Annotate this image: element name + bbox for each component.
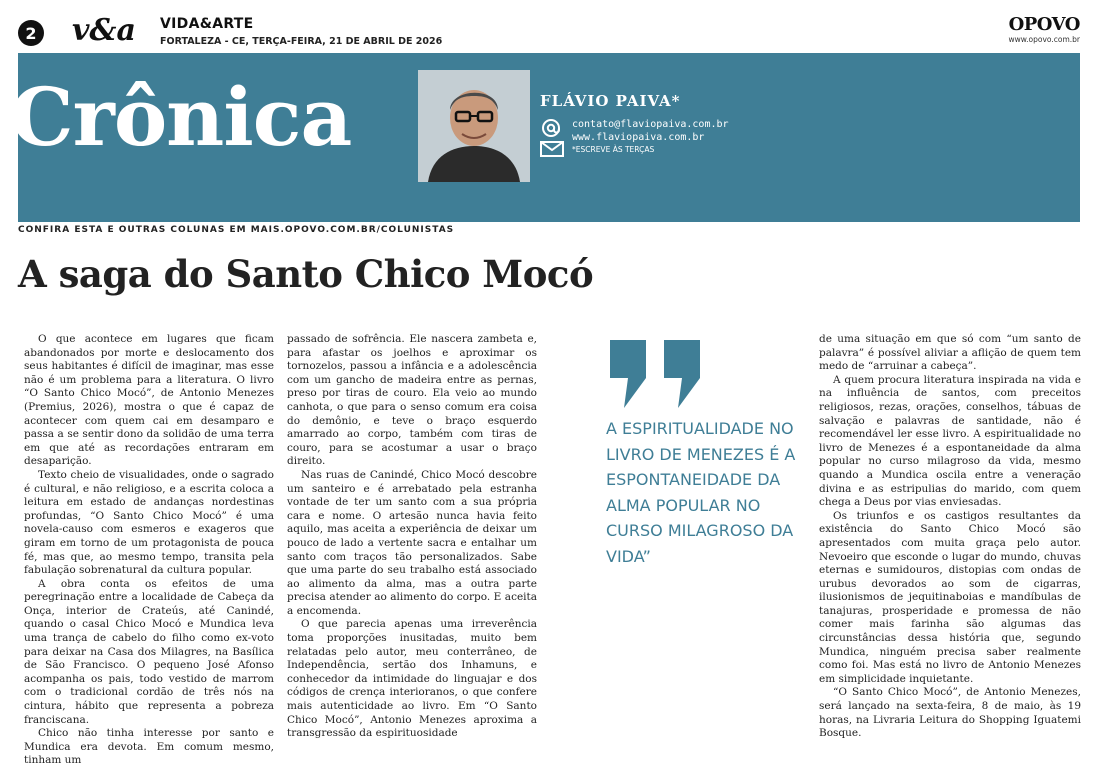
contact-info [572, 118, 729, 155]
article-column-1 [24, 333, 274, 767]
author-name: FLÁVIO PAIVA* [540, 92, 681, 110]
quotation-mark-icon [606, 338, 706, 414]
brand-name: OPOVO [1008, 14, 1080, 35]
paragraph: passado de sofrência. Ele nascera zambeta e, para afastar os joelhos e aproximar os tornozelos, passou a infância e a adolescência com um gancho de madeira entre as pernas, preso por tiras de couro. Ela veio ao mundo canhota, o que para o senso comum era coisa do demônio, e teve o braço esquerdo amarrado ao corpo, também com tiras de couro, para se acostumar a usar o braço direito. [287, 333, 537, 468]
article-column-3 [819, 333, 1081, 745]
dateline: FORTALEZA - CE, TERÇA-FEIRA, 21 DE ABRIL DE 2026 [160, 36, 443, 47]
publication-schedule-note: *ESCREVE ÀS TERÇAS [572, 145, 655, 154]
columnists-link-text: CONFIRA ESTA E OUTRAS COLUNAS EM MAIS.OPOVO.COM.BR/COLUNISTAS [18, 225, 455, 235]
at-sign-icon [540, 118, 566, 158]
paragraph: “O Santo Chico Mocó”, de Antonio Menezes, será lançado na sexta-feira, 8 de maio, às 19 horas, na Livraria Leitura do Shopping Iguatemi Bosque. [819, 686, 1081, 740]
paragraph: O que parecia apenas uma irreverência toma proporções inusitadas, muito bem relatadas pelo autor, meu conterrâneo, de Independência, sertão dos Inhamuns, e conhecedor da intimidade do linguajar e dos códigos de crença interioranos, o que confere mais autenticidade ao livro. Em “O Santo Chico Mocó”, Antonio Menezes aproxima a transgressão da espirituosidade [287, 618, 537, 740]
article-column-2 [287, 333, 537, 745]
author-website[interactable]: www.flaviopaiva.com.br [572, 132, 705, 143]
paragraph: Texto cheio de visualidades, onde o sagrado é cultural, e não religioso, e a escrita coloca a leitura em estado de andanças nordestinas profundas, “O Santo Chico Mocó” é uma novela-causo com esmeros e exageros que giram em torno de um protagonista de pouca fé, mas que, ao mesmo tempo, transita pela fabulação sobrenatural da cultura popular. [24, 468, 274, 577]
contact-icons [540, 118, 566, 158]
paragraph: A obra conta os efeitos de uma peregrinação entre a localidade de Cabeça da Onça, interior de Crateús, até Canindé, quando o casal Chico Mocó e Mundica leva uma trança de cabelo do filho como ex-voto para deixar na Casa dos Milagres, na Basílica de São Francisco. O pequeno José Afonso acompanha os pais, todo vestido de marrom com o tradicional cordão de três nós na cintura, hábito que representa a pobreza franciscana. [24, 577, 274, 726]
masthead [0, 0, 1106, 52]
section-name: VIDA&ARTE [160, 16, 254, 32]
article-headline: A saga do Santo Chico Mocó [18, 252, 594, 296]
column-title: Crônica [10, 70, 352, 164]
paragraph: O que acontece em lugares que ficam abandonados por morte e deslocamento dos seus habitantes é difícil de imaginar, mas esse não é um problema para a literatura. O livro “O Santo Chico Mocó”, de Antonio Menezes (Premius, 2026), mostra o que é capaz de acontecer com quem cai em desamparo e passa a se sentir dono da solidão de uma terra em que até as recordações entraram em desaparição. [24, 333, 274, 468]
paragraph: Os triunfos e os castigos resultantes da existência do Santo Chico Mocó são apresentados com muita graça pelo autor. Nevoeiro que esconde o lugar do mundo, chuvas eternas e sumidouros, distopias com ondas de urubus devorados ao som de cigarras, ilusionismos de jequitinaboias e mandíbulas de tanajuras, prosperidade e promessa de não comer mais farinha são algumas das circunstâncias dessa história que, segundo Mundica, ninguém precisa saber realmente como foi. Mas está no livro de Antonio Menezes em simplicidade inquietante. [819, 509, 1081, 685]
brand-url: www.opovo.com.br [1008, 35, 1080, 44]
newspaper-brand [1008, 15, 1080, 44]
paragraph: Nas ruas de Canindé, Chico Mocó descobre um santeiro e é arrebatado pela estranha vontade de ter um santo com a sua própria cara e nome. O artesão nunca havia feito aquilo, mas aceita a experiência de deixar um pouco de lado a vertente sacra e entalhar um santo com traços tão personalizados. Sabe que uma parte do seu trabalho está associado ao alimento da alma, mas a outra parte precisa atender ao alimento do corpo. E aceita a encomenda. [287, 468, 537, 617]
paragraph: de uma situação em que só com “um santo de palavra” é possível aliviar a aflição de quem tem medo de “arruinar a cabeça”. [819, 333, 1081, 373]
page-number-badge: 2 [18, 20, 44, 46]
author-photo [418, 70, 530, 182]
author-email[interactable]: contato@flaviopaiva.com.br [572, 119, 729, 130]
svg-text:v&a: v&a [72, 13, 136, 48]
paragraph: A quem procura literatura inspirada na vida e na influência de santos, com preceitos religiosos, rezas, orações, conselhos, tábuas de salvação e palavras de santidade, não é recomendável ler esse livro. A espiritualidade no livro de Menezes é a espontaneidade da alma popular no curso milagroso da vida, mesmo quando a Mundica oscila entre a veneração divina e as estripulias do marido, com quem chega a Deus por vias enviesadas. [819, 373, 1081, 509]
pull-quote-text: A ESPIRITUALIDADE NO LIVRO DE MENEZES É A ESPONTANEIDADE DA ALMA POPULAR NO CURSO MILAGROSO DA VIDA” [606, 419, 796, 566]
paragraph: Chico não tinha interesse por santo e Mundica era devota. Em comum mesmo, tinham um [24, 727, 274, 767]
section-logo [72, 14, 134, 52]
